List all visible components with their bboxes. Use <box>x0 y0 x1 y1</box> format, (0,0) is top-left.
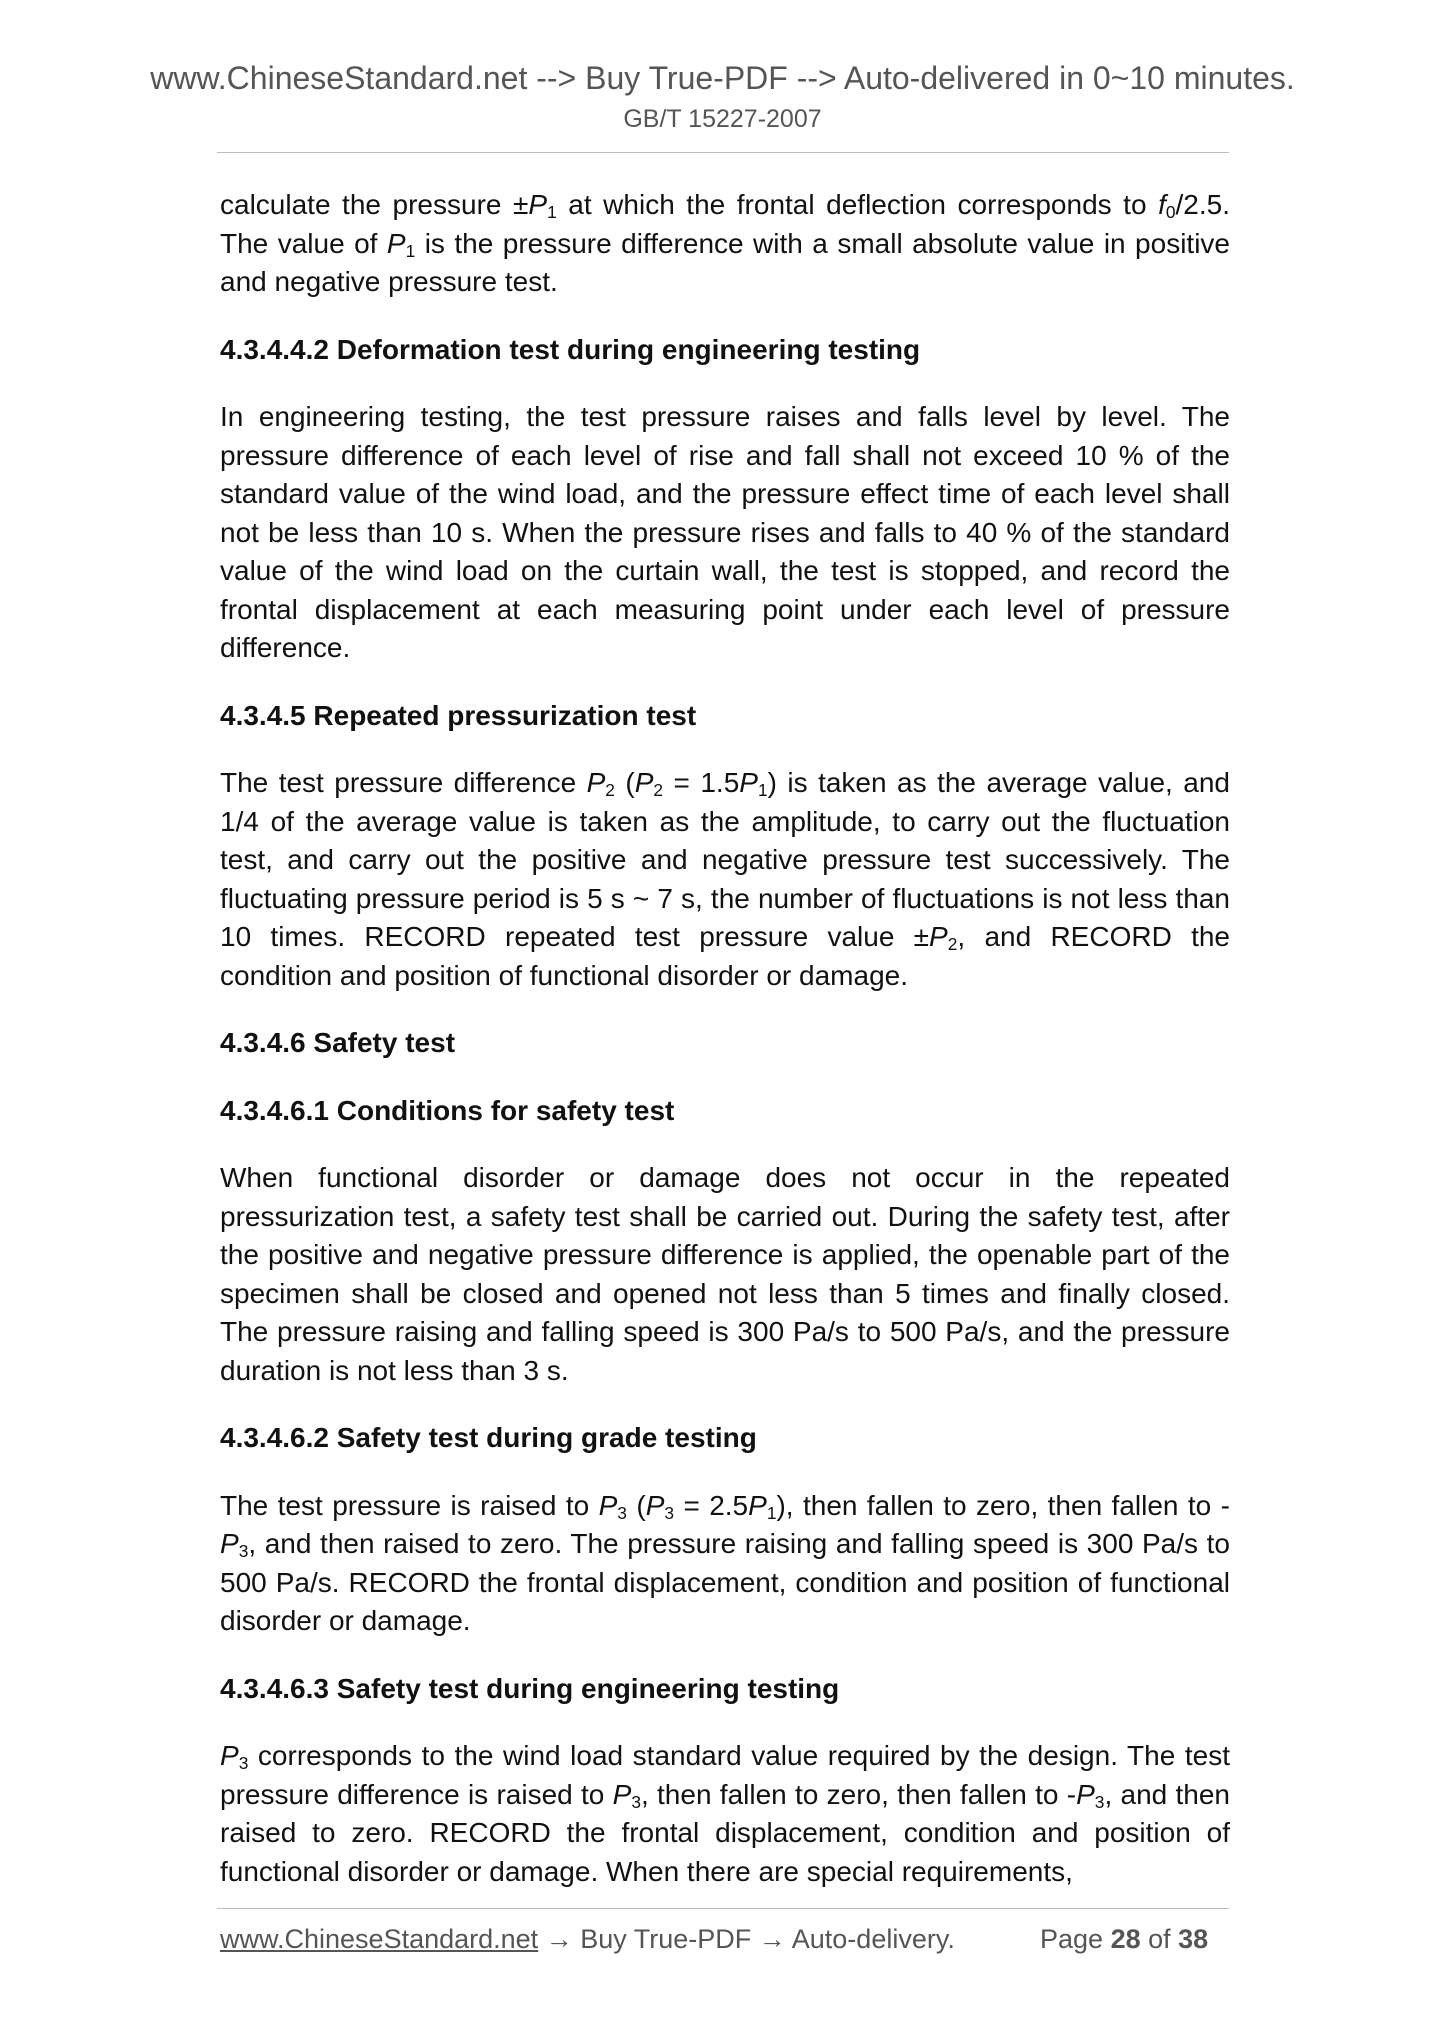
page-content <box>220 186 1230 1920</box>
paragraph-deformation-engineering: In engineering testing, the test pressure raises and falls level by level. The pressure difference of each level of rise and fall shall not exceed 10 % of the standard value of the wind load, and the pressure effect time of each level shall not be less than 10 s. When the pressure rises and falls to 40 % of the standard value of the wind load on the curtain wall, the test is stopped, and record the frontal displacement at each measuring point under each level of pressure difference. <box>220 401 1230 663</box>
paragraph-safety-grade: The test pressure is raised to $P_3$ $(P_3 = 2.5P_1)$, then fallen to zero, then fallen to $-P_3$, and then raised to zero. The pressure raising and falling speed is 300 Pa/s to 500 Pa/s. RECORD the frontal displacement, condition and position of functional disorder or damage. <box>220 1489 1230 1636</box>
page-indicator: Page 28 of 38 <box>1040 1924 1209 1954</box>
heading-4-3-4-4-2: 4.3.4.4.2 Deformation test during engineering testing <box>220 333 921 365</box>
heading-4-3-4-6-2: 4.3.4.6.2 Safety test during grade testing <box>220 1422 757 1453</box>
document-id: GB/T 15227-2007 <box>623 105 822 133</box>
footer-buy-link[interactable]: Buy True-PDF <box>580 1924 752 1954</box>
footer-links <box>220 1922 955 1956</box>
footer-divider <box>217 1908 1229 1909</box>
header-banner: www.ChineseStandard.net --> Buy True-PDF --> Auto-delivered in 0~10 minutes. <box>150 60 1295 96</box>
arrow-icon: → <box>538 1924 581 1954</box>
page-number: 28 <box>1110 1924 1141 1954</box>
heading-4-3-4-6-1: 4.3.4.6.1 Conditions for safety test <box>220 1094 675 1126</box>
paragraph-repeated-pressurization: The test pressure difference $P_2$ $(P_2 = 1.5P_1)$ is taken as the average value, and 1/4 of the average value is taken as the amplitude, to carry out the fluctuation test, and carry out the positive and negative pressure test successively. The fluctuating pressure period is 5 s ~ 7 s, the number of fluctuations is not less than 10 times. RECORD repeated test pressure value $\pm P_2$, and RECORD the condition and position of functional disorder or damage. <box>220 767 1230 991</box>
paragraph-safety-engineering: $P_3$ corresponds to the wind load standard value required by the design. The test pressure difference is raised to $P_3$, then fallen to zero, then fallen to $-P_3$, and then raised to zero. RECORD the frontal displacement, condition and position of functional disorder or damage. When there are special requirements, <box>220 1740 1230 1887</box>
arrow-icon: → <box>751 1924 792 1954</box>
paragraph-p1: calculate the pressure $\pm P_1$ at which the frontal deflection corresponds to $f_0/2.5$. The value of $P_1$ is the pressure difference with a small absolute value in positive and negative pressure test. <box>220 189 1231 297</box>
page-total: 38 <box>1178 1924 1209 1954</box>
paragraph-safety-conditions: When functional disorder or damage does not occur in the repeated pressurization test, a safety test shall be carried out. During the safety test, after the positive and negative pressure difference is applied, the openable part of the specimen shall be closed and opened not less than 5 times and finally closed. The pressure raising and falling speed is 300 Pa/s to 500 Pa/s, and the pressure duration is not less than 3 s. <box>220 1162 1230 1386</box>
heading-4-3-4-5: 4.3.4.5 Repeated pressurization test <box>220 699 697 731</box>
heading-4-3-4-6: 4.3.4.6 Safety test <box>220 1027 456 1058</box>
footer-delivery: Auto-delivery. <box>791 1924 955 1954</box>
header-divider <box>217 152 1229 153</box>
heading-4-3-4-6-3: 4.3.4.6.3 Safety test during engineering testing <box>220 1672 840 1704</box>
footer-site-link[interactable]: www.ChineseStandard.net <box>220 1924 539 1954</box>
